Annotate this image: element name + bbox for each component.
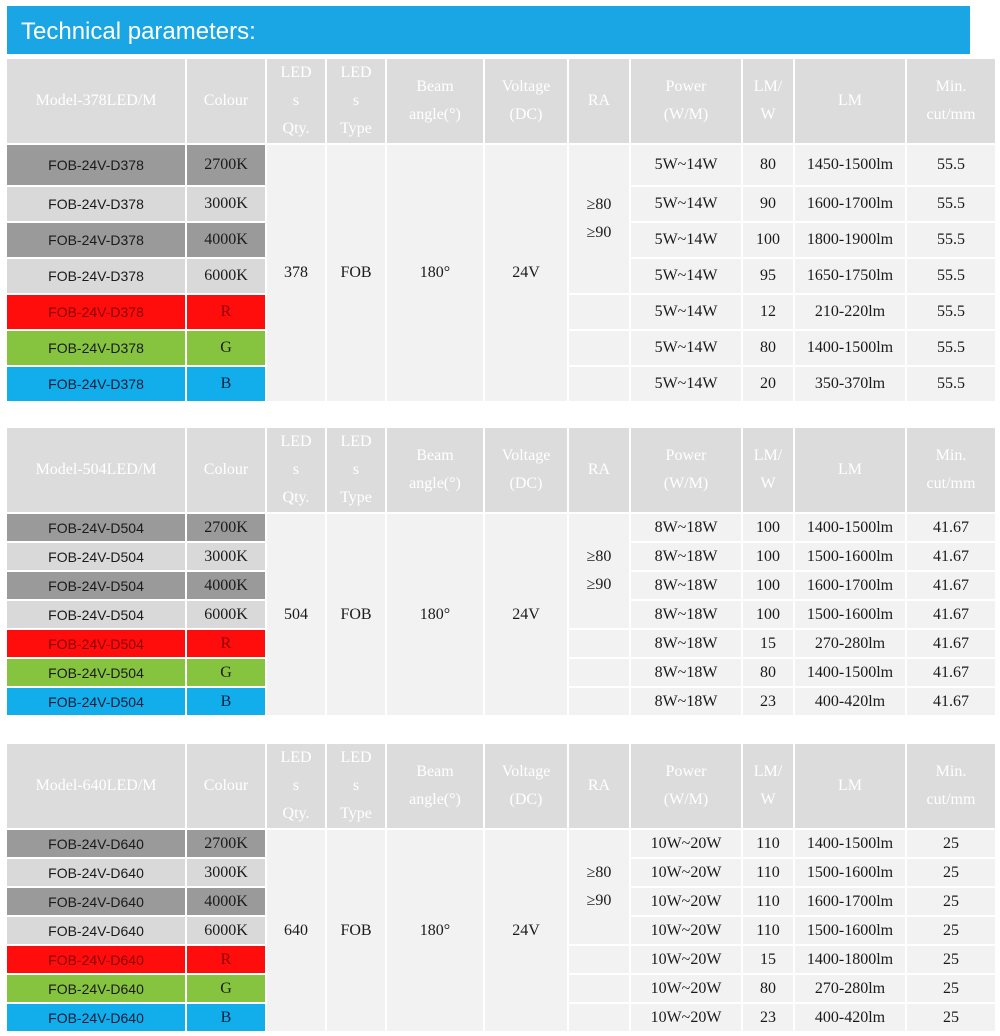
ra-header-line: RA — [587, 777, 611, 794]
min-cut-cell: 25 — [907, 830, 995, 857]
colour-cell: 4000K — [187, 888, 265, 915]
ra-cell — [569, 145, 629, 293]
lm-cell: 1400-1500lm — [795, 659, 905, 686]
min-cut-header — [907, 59, 995, 143]
model-cell: FOB-24V-D378 — [7, 259, 185, 293]
qty-header-line: LED — [280, 64, 312, 81]
lm-per-w-header — [743, 744, 793, 828]
qty-cell: 640 — [267, 830, 325, 1031]
beam-angle-header-line: Beam — [416, 763, 454, 780]
colour-header: Colour — [187, 428, 265, 512]
type-header-line: s — [352, 461, 360, 478]
ra-empty-cell — [569, 367, 629, 401]
spec-table — [5, 742, 997, 1033]
power-header-line: Power — [665, 447, 707, 464]
qty-cell: 378 — [267, 145, 325, 401]
power-cell: 10W~20W — [631, 917, 741, 944]
lm-per-w-cell: 80 — [743, 331, 793, 365]
model-cell: FOB-24V-D640 — [7, 888, 185, 915]
colour-cell: 3000K — [187, 859, 265, 886]
min-cut-header-line: Min. — [935, 763, 967, 780]
lm-cell: 1400-1800lm — [795, 946, 905, 973]
ra-header — [569, 428, 629, 512]
ra-empty-cell — [569, 331, 629, 365]
colour-cell: 6000K — [187, 917, 265, 944]
type-header-line: Type — [340, 120, 372, 137]
beam-angle-header — [387, 428, 483, 512]
model-header: Model-378LED/M — [7, 59, 185, 143]
min-cut-header-line: Min. — [935, 78, 967, 95]
ra-values — [569, 543, 629, 599]
min-cut-header-line: cut/mm — [926, 475, 976, 492]
lm-per-w-cell: 110 — [743, 917, 793, 944]
lm-cell: 1400-1500lm — [795, 830, 905, 857]
lm-header — [795, 428, 905, 512]
lm-cell: 270-280lm — [795, 630, 905, 657]
lm-header-line: LM — [838, 461, 862, 478]
spec-table-section — [7, 59, 988, 401]
table-row — [7, 830, 995, 857]
power-cell: 5W~14W — [631, 295, 741, 329]
ra-empty-cell — [569, 295, 629, 329]
model-cell: FOB-24V-D504 — [7, 659, 185, 686]
lm-cell: 1400-1500lm — [795, 514, 905, 541]
min-cut-cell: 41.67 — [907, 630, 995, 657]
lm-per-w-cell: 15 — [743, 630, 793, 657]
qty-header-line: LED — [280, 433, 312, 450]
ra-value: ≥80 — [586, 548, 612, 565]
power-header — [631, 428, 741, 512]
lm-per-w-cell: 100 — [743, 514, 793, 541]
model-cell: FOB-24V-D504 — [7, 543, 185, 570]
model-cell: FOB-24V-D378 — [7, 145, 185, 185]
lm-per-w-header — [743, 59, 793, 143]
lm-header-line: LM — [838, 777, 862, 794]
power-header-line: (W/M) — [663, 106, 709, 123]
min-cut-cell: 41.67 — [907, 514, 995, 541]
colour-cell: B — [187, 1004, 265, 1031]
type-header-line: s — [352, 92, 360, 109]
min-cut-cell: 55.5 — [907, 295, 995, 329]
voltage-header-line: (DC) — [509, 791, 543, 808]
power-header — [631, 744, 741, 828]
beam-angle-header-line: angle(°) — [409, 475, 461, 492]
model-cell: FOB-24V-D640 — [7, 946, 185, 973]
min-cut-cell: 55.5 — [907, 367, 995, 401]
power-cell: 5W~14W — [631, 145, 741, 185]
lm-per-w-cell: 100 — [743, 572, 793, 599]
ra-value: ≥90 — [586, 892, 612, 909]
min-cut-cell: 55.5 — [907, 223, 995, 257]
min-cut-cell: 41.67 — [907, 659, 995, 686]
voltage-header-line: Voltage — [501, 78, 551, 95]
model-cell: FOB-24V-D640 — [7, 859, 185, 886]
power-cell: 5W~14W — [631, 187, 741, 221]
lm-per-w-cell: 23 — [743, 688, 793, 715]
lm-cell: 210-220lm — [795, 295, 905, 329]
beam-angle-header-line: angle(°) — [409, 791, 461, 808]
model-cell: FOB-24V-D640 — [7, 1004, 185, 1031]
ra-empty-cell — [569, 946, 629, 973]
type-header-line: s — [352, 777, 360, 794]
min-cut-cell: 55.5 — [907, 331, 995, 365]
lm-cell: 1400-1500lm — [795, 331, 905, 365]
colour-cell: 6000K — [187, 601, 265, 628]
colour-cell: 3000K — [187, 187, 265, 221]
ra-header-line: RA — [587, 92, 611, 109]
lm-cell: 1600-1700lm — [795, 187, 905, 221]
voltage-header-line: Voltage — [501, 763, 551, 780]
voltage-header-line: (DC) — [509, 475, 543, 492]
min-cut-header-line: cut/mm — [926, 791, 976, 808]
lm-per-w-cell: 12 — [743, 295, 793, 329]
lm-per-w-cell: 110 — [743, 830, 793, 857]
lm-header-line: LM — [838, 92, 862, 109]
ra-empty-cell — [569, 688, 629, 715]
power-cell: 8W~18W — [631, 601, 741, 628]
voltage-header-line: (DC) — [509, 106, 543, 123]
voltage-cell: 24V — [485, 145, 567, 401]
ra-empty-cell — [569, 975, 629, 1002]
colour-cell: 6000K — [187, 259, 265, 293]
type-header-line: LED — [340, 64, 372, 81]
beam-angle-cell: 180° — [387, 830, 483, 1031]
power-cell: 8W~18W — [631, 630, 741, 657]
colour-cell: B — [187, 367, 265, 401]
voltage-header — [485, 744, 567, 828]
lm-header — [795, 59, 905, 143]
lm-cell: 400-420lm — [795, 1004, 905, 1031]
min-cut-header — [907, 744, 995, 828]
ra-header — [569, 59, 629, 143]
ra-value: ≥90 — [586, 576, 612, 593]
colour-cell: G — [187, 975, 265, 1002]
power-cell: 10W~20W — [631, 830, 741, 857]
voltage-cell: 24V — [485, 514, 567, 715]
colour-cell: 2700K — [187, 830, 265, 857]
power-header-line: (W/M) — [663, 475, 709, 492]
colour-cell: 4000K — [187, 223, 265, 257]
type-cell: FOB — [327, 145, 385, 401]
lm-per-w-cell: 15 — [743, 946, 793, 973]
qty-header-line: s — [292, 461, 300, 478]
min-cut-cell: 25 — [907, 975, 995, 1002]
min-cut-cell: 41.67 — [907, 601, 995, 628]
lm-per-w-cell: 100 — [743, 223, 793, 257]
model-cell: FOB-24V-D378 — [7, 187, 185, 221]
lm-per-w-header-line: LM/ — [753, 78, 783, 95]
power-header — [631, 59, 741, 143]
qty-header-line: s — [292, 777, 300, 794]
lm-per-w-header-line: LM/ — [753, 763, 783, 780]
min-cut-header — [907, 428, 995, 512]
model-cell: FOB-24V-D504 — [7, 630, 185, 657]
lm-cell: 1450-1500lm — [795, 145, 905, 185]
lm-per-w-header-line: W — [760, 106, 776, 123]
beam-angle-cell: 180° — [387, 514, 483, 715]
min-cut-header-line: cut/mm — [926, 106, 976, 123]
min-cut-cell: 25 — [907, 859, 995, 886]
lm-per-w-header-line: W — [760, 791, 776, 808]
voltage-cell: 24V — [485, 830, 567, 1031]
min-cut-cell: 25 — [907, 917, 995, 944]
power-cell: 8W~18W — [631, 543, 741, 570]
qty-header — [267, 59, 325, 143]
beam-angle-header-line: Beam — [416, 78, 454, 95]
power-cell: 10W~20W — [631, 1004, 741, 1031]
lm-per-w-cell: 100 — [743, 543, 793, 570]
min-cut-cell: 41.67 — [907, 572, 995, 599]
page-title: Technical parameters: — [7, 6, 970, 54]
min-cut-cell: 55.5 — [907, 187, 995, 221]
lm-cell: 1500-1600lm — [795, 543, 905, 570]
beam-angle-header-line: Beam — [416, 447, 454, 464]
power-header-line: (W/M) — [663, 791, 709, 808]
ra-empty-cell — [569, 659, 629, 686]
power-cell: 8W~18W — [631, 572, 741, 599]
voltage-header — [485, 428, 567, 512]
beam-angle-header-line: angle(°) — [409, 106, 461, 123]
lm-per-w-header-line: LM/ — [753, 447, 783, 464]
colour-cell: 4000K — [187, 572, 265, 599]
lm-per-w-cell: 23 — [743, 1004, 793, 1031]
ra-cell — [569, 830, 629, 944]
min-cut-cell: 25 — [907, 946, 995, 973]
lm-per-w-cell: 80 — [743, 659, 793, 686]
beam-angle-cell: 180° — [387, 145, 483, 401]
lm-per-w-cell: 110 — [743, 888, 793, 915]
lm-cell: 1500-1600lm — [795, 601, 905, 628]
ra-value: ≥90 — [586, 224, 612, 241]
colour-cell: 2700K — [187, 145, 265, 185]
power-cell: 10W~20W — [631, 888, 741, 915]
model-cell: FOB-24V-D640 — [7, 917, 185, 944]
lm-cell: 1650-1750lm — [795, 259, 905, 293]
colour-header: Colour — [187, 59, 265, 143]
model-cell: FOB-24V-D378 — [7, 223, 185, 257]
qty-header-line: Qty. — [282, 805, 310, 822]
table-row — [7, 145, 995, 185]
type-cell: FOB — [327, 830, 385, 1031]
table-row — [7, 514, 995, 541]
model-header: Model-640LED/M — [7, 744, 185, 828]
spec-table-section — [7, 744, 988, 1031]
min-cut-cell: 41.67 — [907, 543, 995, 570]
model-cell: FOB-24V-D504 — [7, 572, 185, 599]
spec-table — [5, 57, 997, 403]
lm-per-w-cell: 100 — [743, 601, 793, 628]
voltage-header — [485, 59, 567, 143]
lm-per-w-cell: 110 — [743, 859, 793, 886]
power-cell: 8W~18W — [631, 514, 741, 541]
lm-per-w-cell: 90 — [743, 187, 793, 221]
lm-header — [795, 744, 905, 828]
qty-header — [267, 744, 325, 828]
lm-per-w-cell: 80 — [743, 145, 793, 185]
power-cell: 5W~14W — [631, 331, 741, 365]
power-cell: 5W~14W — [631, 367, 741, 401]
colour-cell: B — [187, 688, 265, 715]
type-header — [327, 59, 385, 143]
qty-header-line: Qty. — [282, 120, 310, 137]
power-cell: 8W~18W — [631, 688, 741, 715]
model-cell: FOB-24V-D640 — [7, 975, 185, 1002]
type-header-line: Type — [340, 805, 372, 822]
min-cut-cell: 25 — [907, 1004, 995, 1031]
ra-header — [569, 744, 629, 828]
colour-cell: R — [187, 630, 265, 657]
model-cell: FOB-24V-D378 — [7, 367, 185, 401]
lm-cell: 1500-1600lm — [795, 917, 905, 944]
model-cell: FOB-24V-D504 — [7, 688, 185, 715]
min-cut-header-line: Min. — [935, 447, 967, 464]
ra-values — [569, 191, 629, 247]
qty-header — [267, 428, 325, 512]
beam-angle-header — [387, 59, 483, 143]
ra-value: ≥80 — [586, 196, 612, 213]
lm-per-w-header — [743, 428, 793, 512]
lm-per-w-cell: 20 — [743, 367, 793, 401]
spec-table-section — [7, 428, 988, 715]
min-cut-cell: 55.5 — [907, 145, 995, 185]
qty-cell: 504 — [267, 514, 325, 715]
qty-header-line: LED — [280, 749, 312, 766]
type-header-line: LED — [340, 433, 372, 450]
lm-per-w-cell: 95 — [743, 259, 793, 293]
type-header-line: LED — [340, 749, 372, 766]
model-cell: FOB-24V-D378 — [7, 295, 185, 329]
type-header — [327, 428, 385, 512]
colour-cell: 3000K — [187, 543, 265, 570]
power-cell: 8W~18W — [631, 659, 741, 686]
spec-table — [5, 426, 997, 717]
qty-header-line: Qty. — [282, 489, 310, 506]
colour-cell: R — [187, 946, 265, 973]
beam-angle-header — [387, 744, 483, 828]
lm-cell: 1600-1700lm — [795, 572, 905, 599]
lm-cell: 400-420lm — [795, 688, 905, 715]
voltage-header-line: Voltage — [501, 447, 551, 464]
min-cut-cell: 41.67 — [907, 688, 995, 715]
type-header-line: Type — [340, 489, 372, 506]
lm-cell: 270-280lm — [795, 975, 905, 1002]
power-cell: 10W~20W — [631, 859, 741, 886]
lm-per-w-cell: 80 — [743, 975, 793, 1002]
qty-header-line: s — [292, 92, 300, 109]
ra-empty-cell — [569, 1004, 629, 1031]
lm-cell: 1500-1600lm — [795, 859, 905, 886]
model-cell: FOB-24V-D504 — [7, 601, 185, 628]
power-cell: 10W~20W — [631, 946, 741, 973]
ra-values — [569, 859, 629, 915]
colour-cell: 2700K — [187, 514, 265, 541]
ra-value: ≥80 — [586, 864, 612, 881]
power-header-line: Power — [665, 763, 707, 780]
ra-header-line: RA — [587, 461, 611, 478]
colour-cell: R — [187, 295, 265, 329]
model-header: Model-504LED/M — [7, 428, 185, 512]
model-cell: FOB-24V-D640 — [7, 830, 185, 857]
power-cell: 5W~14W — [631, 259, 741, 293]
lm-cell: 1800-1900lm — [795, 223, 905, 257]
model-cell: FOB-24V-D378 — [7, 331, 185, 365]
min-cut-cell: 25 — [907, 888, 995, 915]
lm-per-w-header-line: W — [760, 475, 776, 492]
min-cut-cell: 55.5 — [907, 259, 995, 293]
lm-cell: 350-370lm — [795, 367, 905, 401]
ra-empty-cell — [569, 630, 629, 657]
colour-cell: G — [187, 331, 265, 365]
type-cell: FOB — [327, 514, 385, 715]
model-cell: FOB-24V-D504 — [7, 514, 185, 541]
power-cell: 5W~14W — [631, 223, 741, 257]
colour-header: Colour — [187, 744, 265, 828]
ra-cell — [569, 514, 629, 628]
type-header — [327, 744, 385, 828]
power-header-line: Power — [665, 78, 707, 95]
lm-cell: 1600-1700lm — [795, 888, 905, 915]
colour-cell: G — [187, 659, 265, 686]
power-cell: 10W~20W — [631, 975, 741, 1002]
